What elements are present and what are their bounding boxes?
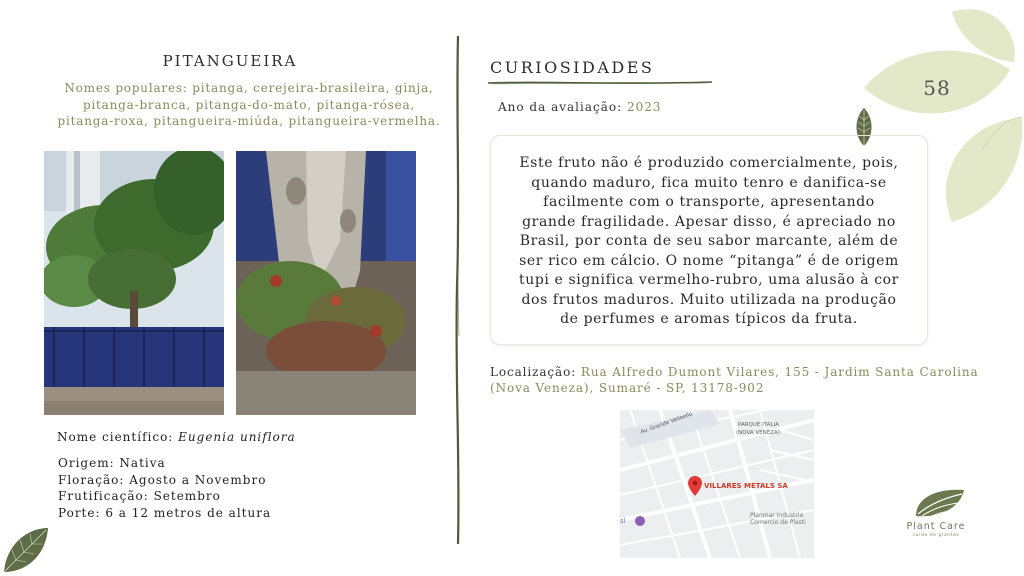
curiosity-text-box: [490, 135, 928, 345]
map-street-label: Av. Grande Velloello: [640, 411, 694, 436]
title-underline: [488, 79, 712, 87]
trunk-photo: [236, 151, 416, 415]
location-address-line2: (Nova Veneza), Sumaré - SP, 13178-902: [490, 380, 765, 395]
curiosity-line: grande fragilidade. Apesar disso, é apreciado no: [522, 213, 896, 230]
map-area-label-1: PARQUE ITALIA: [738, 422, 779, 428]
scientific-name: [57, 430, 296, 444]
fact-flowering: Floração: Agosto a Novembro: [58, 472, 267, 487]
scientific-name-value: Eugenia uniflora: [178, 430, 296, 444]
popular-names-line: Nomes populares: pitanga, cerejeira-brasileira, ginja,: [64, 81, 434, 95]
curiosity-line: dos frutos maduros. Muito utilizada na produção: [521, 291, 897, 308]
map-poi-label-2: Comercio de Plasti: [750, 519, 806, 526]
popular-names-line: pitanga-roxa, pitangueira-miúda, pitangueira-vermelha.: [57, 114, 441, 128]
map-poi-label-1: Planmar Industria: [750, 512, 804, 519]
scientific-name-label: Nome científico:: [57, 430, 179, 444]
location-map[interactable]: [620, 410, 814, 558]
curiosity-line: facilmente com o transporte, apresentando: [543, 194, 875, 210]
plant-title: PITANGUEIRA: [162, 52, 298, 70]
curiosity-line: de perfumes e aromas típicos da fruta.: [560, 311, 858, 327]
tree-photo: [44, 151, 224, 415]
curiosity-line: Este fruto não é produzido comercialmente, pois,: [519, 155, 899, 171]
location-label: Localização:: [490, 365, 581, 379]
curiosity-line: quando maduro, fica muito tenro e danifica-se: [531, 174, 887, 191]
evaluation-year: [498, 100, 662, 114]
curiosities-title: CURIOSIDADES: [490, 58, 655, 77]
curiosity-line: ser rico em cálcio. O nome “pitanga” é de origem: [519, 252, 899, 269]
page-number: 58: [923, 76, 951, 100]
year-value: 2023: [626, 100, 662, 114]
plant-care-logo-tagline: cuida de plantas: [912, 533, 960, 538]
popular-names-line: pitanga-branca, pitanga-do-mato, pitanga-rósea,: [82, 97, 416, 112]
fact-fruiting: Frutificação: Setembro: [58, 489, 221, 503]
vertical-divider: [453, 36, 463, 544]
map-place-label: VILLARES METALS SA: [704, 482, 788, 490]
year-label: Ano da avaliação:: [498, 100, 627, 114]
fact-size: Porte: 6 a 12 metros de altura: [58, 505, 272, 520]
leaf-icon-bottom-left: [0, 524, 52, 576]
location-address-line1: Rua Alfredo Dumont Vilares, 155 - Jardim Santa Carolina: [580, 365, 979, 379]
map-poi-label-3: si: [620, 517, 626, 525]
curiosity-line: Brasil, por conta de seu sabor marcante, além de: [519, 233, 899, 249]
map-pin-icon[interactable]: [688, 476, 702, 496]
plant-care-logo-name: Plant Care: [906, 521, 966, 532]
curiosity-line: tupi e significa vermelho-rubro, uma alusão à cor: [519, 272, 899, 288]
fact-origin: Origem: Nativa: [58, 456, 166, 470]
location: [490, 365, 990, 396]
plant-care-logo-icon: [912, 486, 970, 520]
popular-names: [44, 80, 454, 130]
plant-facts: [58, 455, 271, 521]
map-area-label-2: (NOVA VENEZA): [736, 430, 780, 436]
